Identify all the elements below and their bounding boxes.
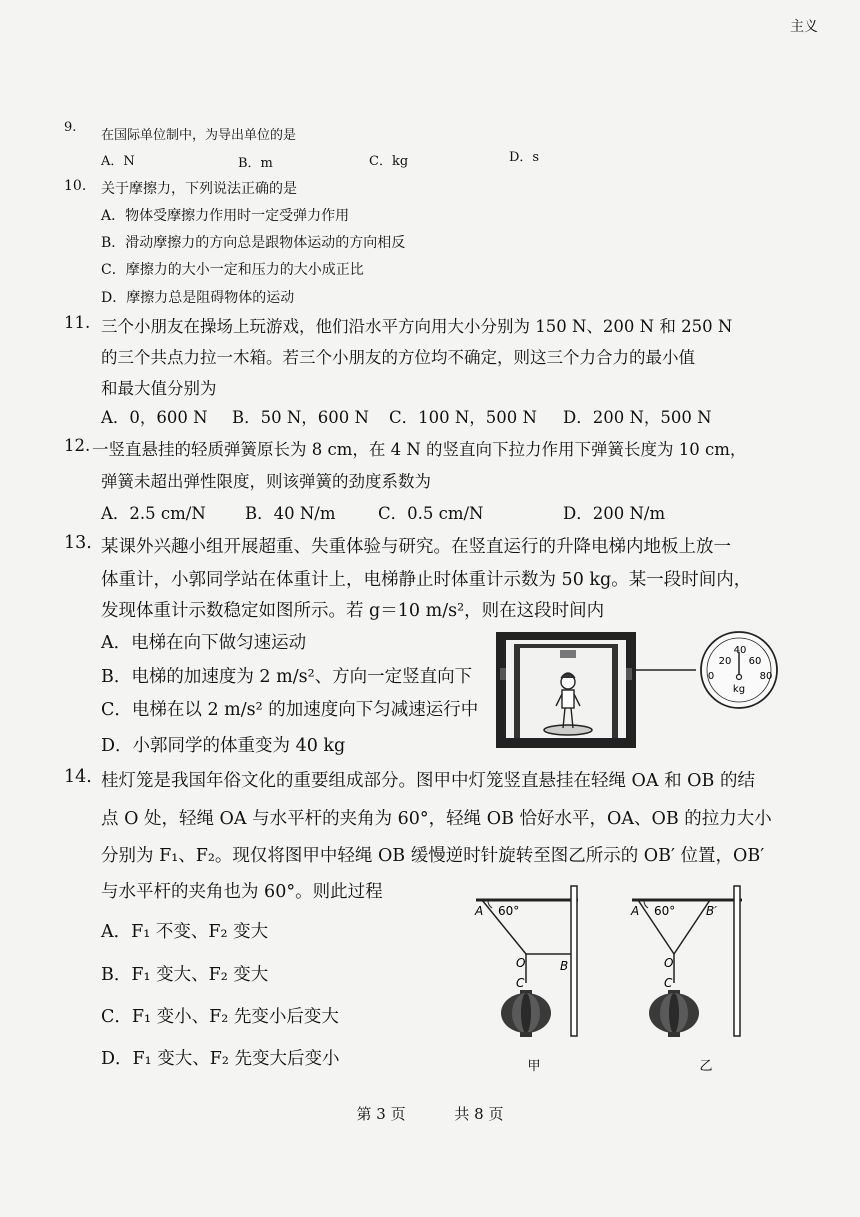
dial-tick-60: 60 <box>748 656 762 667</box>
question-9-option-d: D．s <box>509 150 540 165</box>
question-9-option-b: B．m <box>238 156 273 171</box>
question-14-option-d: D．F₁ 变大、F₂ 先变大后变小 <box>101 1049 340 1069</box>
question-13-stem-line-1: 某课外兴趣小组开展超重、失重体验与研究。在竖直运行的升降电梯内地板上放一 <box>101 537 731 557</box>
question-13-option-b: B．电梯的加速度为 2 m/s²、方向一定竖直向下 <box>101 667 473 687</box>
question-14-option-b: B．F₁ 变大、F₂ 变大 <box>101 965 269 985</box>
question-14-option-a: A．F₁ 不变、F₂ 变大 <box>101 922 269 942</box>
question-14-stem-line-3: 分别为 F₁、F₂。现仅将图甲中轻绳 OB 缓慢逆时针旋转至图乙所示的 OB′ 位置，OB′ <box>101 846 765 866</box>
question-13-number: 13. <box>64 533 92 553</box>
corner-mark: 主义 <box>790 19 818 35</box>
question-10-number: 10. <box>64 178 87 194</box>
question-12-stem-line-2: 弹簧未超出弹性限度，则该弹簧的劲度系数为 <box>101 472 431 491</box>
question-12-number: 12. <box>64 436 91 455</box>
scale-dial <box>701 632 777 708</box>
question-10-option-b: B．滑动摩擦力的方向总是跟物体运动的方向相反 <box>101 235 406 251</box>
question-11-option-d: D．200 N，500 N <box>563 408 712 427</box>
question-11-option-a: A．0，600 N <box>101 408 208 427</box>
question-9-option-a: A．N <box>101 154 135 169</box>
lantern-icon <box>501 990 551 1037</box>
jia-label-b: B <box>560 959 569 973</box>
jia-label-a: A <box>475 904 484 918</box>
elevator-scale-figure <box>494 630 812 752</box>
jia-angle-label: 60° <box>498 904 520 918</box>
question-11-option-b: B．50 N，600 N <box>232 408 369 427</box>
yi-label-a: A <box>631 904 640 918</box>
figure-yi <box>630 886 742 1074</box>
question-11-stem-line-1: 三个小朋友在操场上玩游戏，他们沿水平方向用大小分别为 150 N、200 N 和 250 N <box>101 317 733 336</box>
jia-label-c: C <box>516 976 525 990</box>
question-13-option-c: C．电梯在以 2 m/s² 的加速度向下匀减速运行中 <box>101 700 479 720</box>
dial-tick-80: 80 <box>759 671 773 682</box>
dial-tick-20: 20 <box>718 656 732 667</box>
yi-label-b-prime: B′ <box>706 904 717 918</box>
question-11-stem-line-3: 和最大值分别为 <box>101 379 217 398</box>
caption-jia: 甲 <box>527 1059 541 1074</box>
question-14-stem-line-4: 与水平杆的夹角也为 60°。则此过程 <box>101 882 383 902</box>
question-13-option-d: D．小郭同学的体重变为 40 kg <box>101 736 346 756</box>
question-14-option-c: C．F₁ 变小、F₂ 先变小后变大 <box>101 1007 339 1027</box>
yi-label-c: C <box>664 976 673 990</box>
dial-tick-0: 0 <box>707 671 715 682</box>
lantern-icon <box>649 990 699 1037</box>
question-13-stem-line-2: 体重计，小郭同学站在体重计上，电梯静止时体重计示数为 50 kg。某一段时间内， <box>101 570 752 590</box>
question-10-option-c: C．摩擦力的大小一定和压力的大小成正比 <box>101 262 364 278</box>
question-14-stem-line-1: 桂灯笼是我国年俗文化的重要组成部分。图甲中灯笼竖直悬挂在轻绳 OA 和 OB 的结 <box>101 771 755 791</box>
dial-tick-40: 40 <box>733 645 747 656</box>
question-12-option-c: C．0.5 cm/N <box>378 504 484 523</box>
page-footer <box>0 1103 860 1124</box>
question-13-stem-line-3: 发现体重计示数稳定如图所示。若 g＝10 m/s²，则在这段时间内 <box>101 601 605 621</box>
question-9-option-c: C．kg <box>369 154 409 169</box>
figure-jia <box>474 886 578 1074</box>
lantern-figure <box>468 880 768 1078</box>
question-12-option-b: B．40 N/m <box>245 504 336 523</box>
question-10-option-d: D．摩擦力总是阻碍物体的运动 <box>101 290 295 306</box>
yi-label-o: O <box>664 956 674 970</box>
question-11-stem-line-2: 的三个共点力拉一木箱。若三个小朋友的方位均不确定，则这三个力合力的最小值 <box>101 348 695 367</box>
question-12-option-d: D．200 N/m <box>563 504 666 523</box>
question-12-stem-line-1: 一竖直悬挂的轻质弹簧原长为 8 cm，在 4 N 的竖直向下拉力作用下弹簧长度为 10 cm， <box>92 440 747 459</box>
bathroom-scale <box>544 725 592 735</box>
question-9-number: 9. <box>64 120 77 135</box>
caption-yi: 乙 <box>699 1059 713 1074</box>
jia-label-o: O <box>516 956 526 970</box>
question-12-option-a: A．2.5 cm/N <box>101 504 206 523</box>
question-14-stem-line-2: 点 O 处，轻绳 OA 与水平杆的夹角为 60°，轻绳 OB 恰好水平，OA、OB 的拉力大小 <box>101 809 772 829</box>
question-13-option-a: A．电梯在向下做匀速运动 <box>101 633 307 653</box>
question-11-option-c: C．100 N，500 N <box>389 408 537 427</box>
page-total: 共 8 页 <box>454 1105 504 1123</box>
page-number: 第 3 页 <box>356 1105 406 1123</box>
question-10-stem: 关于摩擦力，下列说法正确的是 <box>101 181 297 197</box>
question-9-stem: 在国际单位制中，为导出单位的是 <box>101 128 297 143</box>
question-10-option-a: A．物体受摩擦力作用时一定受弹力作用 <box>101 208 350 224</box>
question-11-number: 11. <box>64 313 91 332</box>
dial-unit: kg <box>732 684 746 695</box>
question-14-number: 14. <box>64 767 92 787</box>
yi-angle-label: 60° <box>654 904 676 918</box>
